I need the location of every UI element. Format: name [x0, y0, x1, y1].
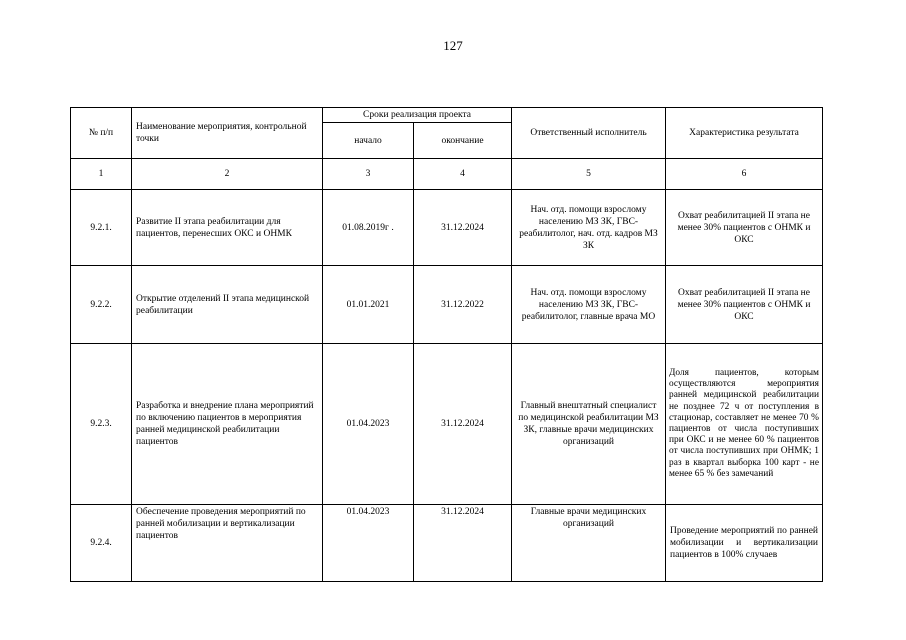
- header-executor: Ответственный исполнитель: [512, 108, 666, 159]
- column-numbers-row: [71, 159, 823, 190]
- row-measure-name: Разработка и внедрение плана мероприятий по включению пациентов в мероприятия ранней медицинской реабилитации пациентов: [132, 344, 323, 505]
- row-executor: Главный внештатный специалист по медицинской реабилитации МЗ ЗК, главные врачи медицинских организаций: [512, 344, 666, 505]
- row-result: Охват реабилитацией II этапа не менее 30% пациентов с ОНМК и ОКС: [666, 266, 823, 344]
- row-measure-name: Открытие отделений II этапа медицинской реабилитации: [132, 266, 323, 344]
- row-start-date: 01.08.2019г .: [323, 190, 414, 266]
- row-number: 9.2.2.: [71, 266, 132, 344]
- header-start: начало: [323, 123, 414, 159]
- row-measure-name: Развитие II этапа реабилитации для пациентов, перенесших ОКС и ОНМК: [132, 190, 323, 266]
- row-end-date: 31.12.2024: [414, 344, 512, 505]
- column-number: 6: [666, 159, 823, 190]
- row-number: 9.2.1.: [71, 190, 132, 266]
- column-number: 4: [414, 159, 512, 190]
- page-number: 127: [443, 38, 463, 53]
- row-result: Охват реабилитацией II этапа не менее 30% пациентов с ОНМК и ОКС: [666, 190, 823, 266]
- column-number: 2: [132, 159, 323, 190]
- row-end-date: 31.12.2024: [414, 505, 512, 582]
- row-start-date: 01.04.2023: [323, 505, 414, 582]
- header-terms: Сроки реализация проекта: [323, 108, 512, 123]
- header-num: № п/п: [71, 108, 132, 159]
- table-row: [71, 266, 823, 344]
- header-name: Наименование мероприятия, контрольной точки: [132, 108, 323, 159]
- column-number: 5: [512, 159, 666, 190]
- row-number: 9.2.3.: [71, 344, 132, 505]
- column-number: 1: [71, 159, 132, 190]
- row-start-date: 01.01.2021: [323, 266, 414, 344]
- row-start-date: 01.04.2023: [323, 344, 414, 505]
- row-executor: Нач. отд. помощи взрослому населению МЗ ЗК, ГВС-реабилитолог, главные врача МО: [512, 266, 666, 344]
- table-row: [71, 505, 823, 582]
- row-result: Проведение мероприятий по ранней мобилизации и вертикализации пациентов в 100% случаев: [666, 505, 823, 582]
- table-row: [71, 190, 823, 266]
- table-row: [71, 344, 823, 505]
- row-end-date: 31.12.2024: [414, 190, 512, 266]
- row-executor: Нач. отд. помощи взрослому населению МЗ ЗК, ГВС-реабилитолог, нач. отд. кадров МЗ ЗК: [512, 190, 666, 266]
- header-result: Характеристика результата: [666, 108, 823, 159]
- column-number: 3: [323, 159, 414, 190]
- header-row-1: [71, 108, 823, 123]
- measures-table: [70, 107, 823, 582]
- header-end: окончание: [414, 123, 512, 159]
- row-measure-name: Обеспечение проведения мероприятий по ранней мобилизации и вертикализации пациентов: [132, 505, 323, 582]
- row-result: Доля пациентов, которым осуществляются мероприятия ранней медицинской реабилитации не позднее 72 ч от поступления в стационар, составляет не менее 70 % пациентов от числа поступивших при ОКС и не менее 60 % пациентов от числа поступивших при ОНМК; 1 раз в квартал выборка 100 карт - не менее 65 % без замечаний: [666, 344, 823, 505]
- row-number: 9.2.4.: [71, 505, 132, 582]
- row-end-date: 31.12.2022: [414, 266, 512, 344]
- row-executor: Главные врачи медицинских организаций: [512, 505, 666, 582]
